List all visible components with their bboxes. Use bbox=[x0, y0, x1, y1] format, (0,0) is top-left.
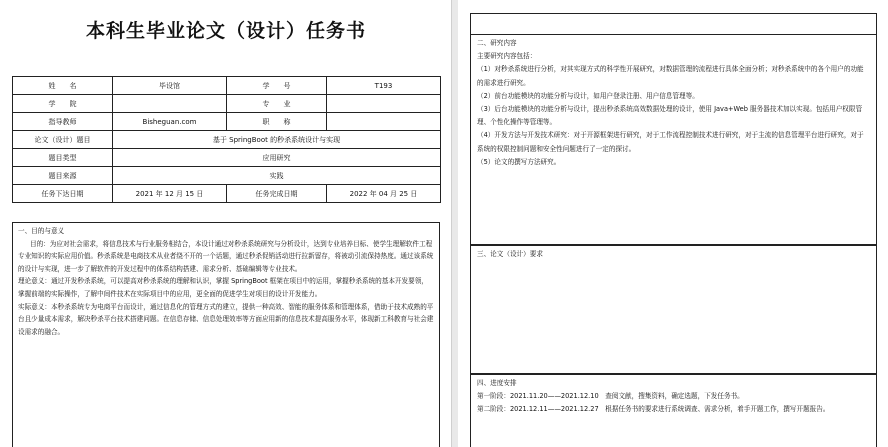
label-deadline: 任务完成日期 bbox=[227, 185, 327, 203]
table-row bbox=[13, 95, 441, 113]
label-student-id: 学 号 bbox=[227, 77, 327, 95]
value-topic-type: 应用研究 bbox=[113, 149, 441, 167]
label-name: 姓 名 bbox=[13, 77, 113, 95]
purpose-section bbox=[12, 222, 440, 447]
task-document-page-right bbox=[458, 0, 888, 447]
table-row bbox=[13, 167, 441, 185]
info-table bbox=[12, 76, 441, 203]
label-topic: 论文（设计）题目 bbox=[13, 131, 113, 149]
requirements-heading: 三、论文（设计）要求 bbox=[477, 250, 543, 258]
table-row bbox=[13, 131, 441, 149]
research-item: （3）后台功能模块的功能分析与设计，提出秒杀系统高效数据处理的设计，使用 Java+Web 服务器技术加以实现。包括用户权限管理、个性化操作等管理等。 bbox=[477, 105, 863, 127]
label-title: 职 称 bbox=[227, 113, 327, 131]
purpose-paragraph: 目的：为应对社会需求，将信息技术与行业服务相结合，本设计通过对秒杀系统研究与分析设计，达到专业培养目标、使学生理解软件工程专业知识的实际应用价值。秒杀系统是电商技术从业者绕不开的一个话题，通过秒杀促销活动进行拉新留存，将被动引流保持热度。通过该系统的设计与实现，进一步了解软件的开发过程中的体系结构搭建、需求分析、基础编辑等专业技术。 bbox=[18, 239, 434, 273]
research-item: （1）对秒杀系统进行分析，对其实现方式的科学性开展研究，对数据管理的流程进行具体全面分析；对秒杀系统中的各个用户的功能的需求进行研究。 bbox=[477, 65, 864, 87]
schedule-section bbox=[470, 374, 877, 447]
schedule-heading: 四、进度安排 bbox=[477, 379, 517, 387]
label-college: 学 院 bbox=[13, 95, 113, 113]
research-content-intro: 主要研究内容包括： bbox=[477, 52, 537, 61]
value-deadline: 2022 年 04 月 25 日 bbox=[327, 185, 441, 203]
value-advisor: Bisheguan.com bbox=[113, 113, 227, 131]
label-topic-source: 题目来源 bbox=[13, 167, 113, 185]
value-topic: 基于 SpringBoot 的秒杀系统设计与实现 bbox=[113, 131, 441, 149]
label-advisor: 指导教师 bbox=[13, 113, 113, 131]
table-row bbox=[13, 113, 441, 131]
research-content-heading: 二、研究内容 bbox=[477, 39, 517, 47]
requirements-section bbox=[470, 245, 877, 374]
table-row bbox=[13, 77, 441, 95]
value-topic-source: 实践 bbox=[113, 167, 441, 185]
research-item: （4）开发方法与开发技术研究：对于开源框架进行研究，对于工作流程控制技术进行研究，对于主流的信息管理平台进行研究，对于系统的权限控制问题和安全性问题进行了一定的探讨。 bbox=[477, 131, 864, 153]
label-topic-type: 题目类型 bbox=[13, 149, 113, 167]
value-issue-date: 2021 年 12 月 15 日 bbox=[113, 185, 227, 203]
label-issue-date: 任务下达日期 bbox=[13, 185, 113, 203]
theoretical-significance-paragraph: 理论意义：通过开发秒杀系统，可以提高对秒杀系统的理解和认识，掌握 SpringBoot 框架在项目中的运用，掌握秒杀系统的基本开发要领，掌握前端的实际操作，了解中间件技术在实际项目中的应用，更全面的促进学生对项目的设计开发能力。 bbox=[18, 277, 428, 298]
schedule-stage-2: 第二阶段：2021.12.11——2021.12.27 根据任务书的要求进行系统调查、需求分析，着手开题工作，撰写开题报告。 bbox=[477, 405, 830, 414]
table-row bbox=[13, 149, 441, 167]
practical-significance-paragraph: 实际意义：本秒杀系统专为电商平台而设计，通过信息化的管理方式的建立，提供一种高效、智能的服务体系和管理体系，借助于技术成熟的平台且少量成本需求，解决秒杀平台技术搭建问题。在信息存储、信息处理效率等方面应用新的信息技术提高服务水平，体现新工科教育与社会建设需求的融合。 bbox=[18, 302, 434, 336]
research-content-section bbox=[470, 34, 877, 245]
value-student-id: T193 bbox=[327, 77, 441, 95]
value-name: 毕设馆 bbox=[113, 77, 227, 95]
purpose-heading: 一、目的与意义 bbox=[18, 227, 65, 235]
label-major: 专 业 bbox=[227, 95, 327, 113]
document-title: 本科生毕业论文（设计）任务书 bbox=[85, 20, 366, 42]
value-title bbox=[327, 113, 441, 131]
value-college bbox=[113, 95, 227, 113]
value-major bbox=[327, 95, 441, 113]
research-item: （2）前台功能模块的功能分析与设计，如用户登录注册、用户信息管理等。 bbox=[477, 91, 699, 100]
research-item: （5）论文的撰写方法研究。 bbox=[477, 157, 561, 166]
schedule-stage-1: 第一阶段：2021.11.20——2021.12.10 查阅文献，搜集资料，确定选题，下发任务书。 bbox=[477, 392, 744, 401]
header-row-box bbox=[470, 13, 877, 35]
table-row bbox=[13, 185, 441, 203]
